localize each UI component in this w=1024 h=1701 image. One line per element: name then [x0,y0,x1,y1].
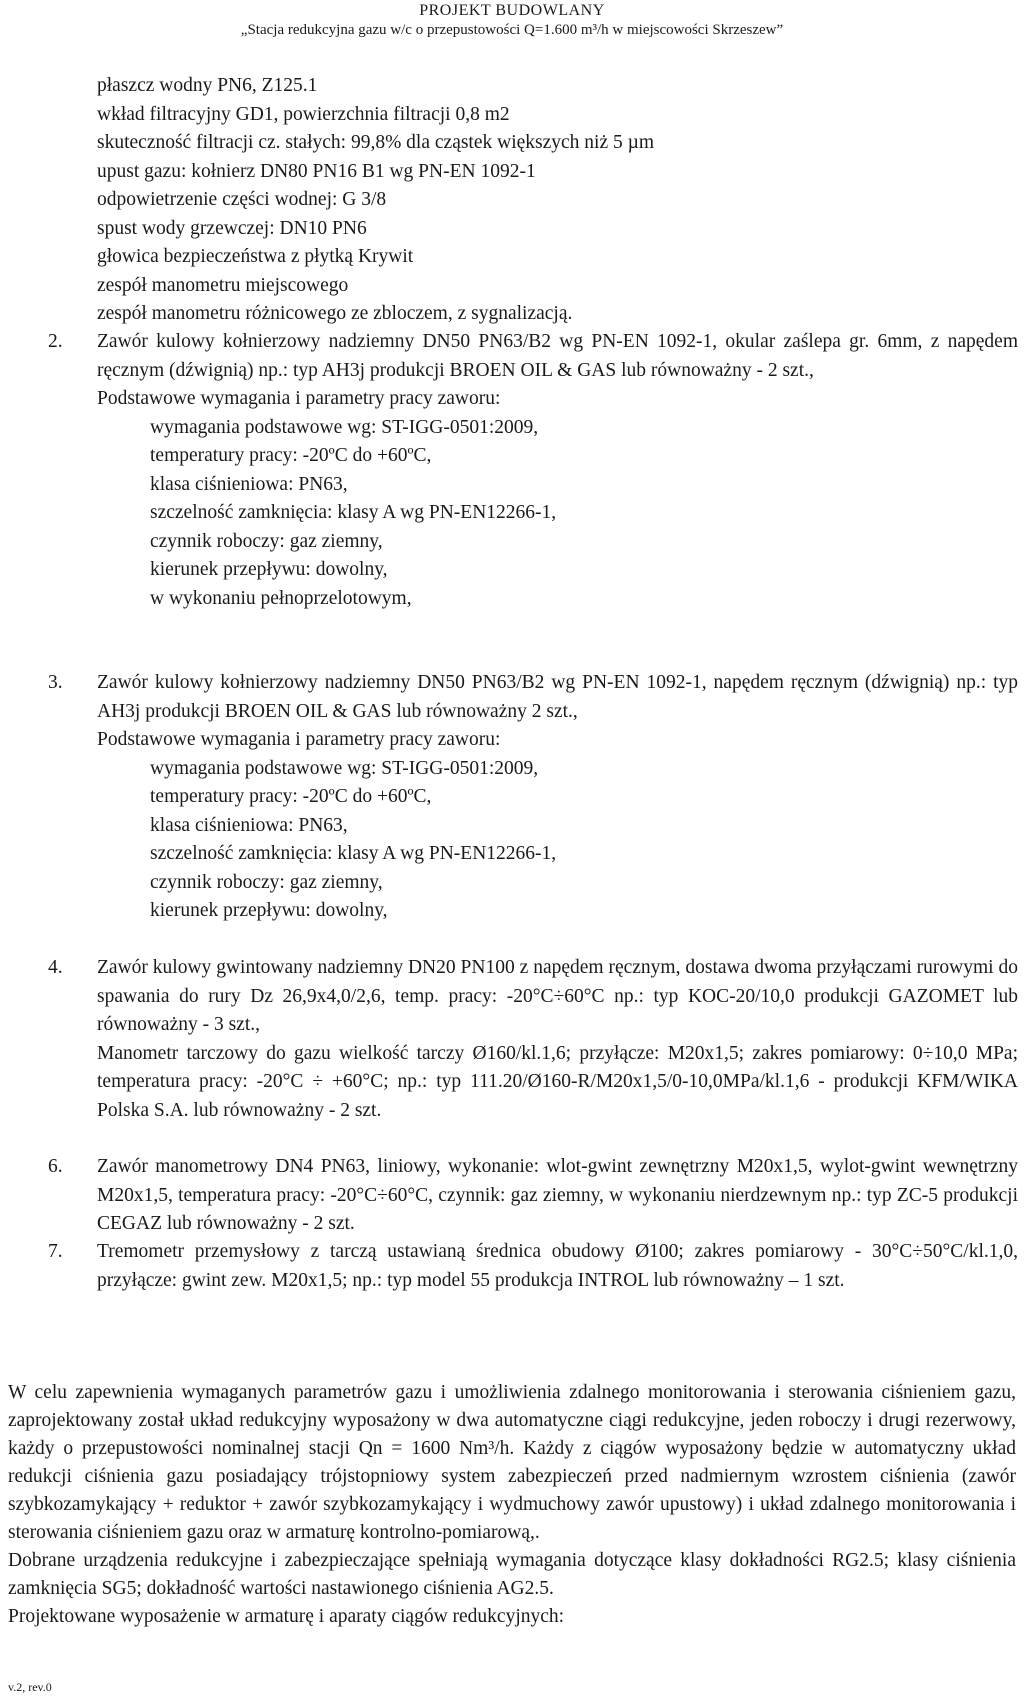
body-paragraph: Projektowane wyposażenie w armaturę i aparaty ciągów redukcyjnych: [8,1606,565,1627]
project-title: PROJEKT BUDOWLANY [419,2,605,19]
spec-line: zespół manometru miejscowego [97,274,349,296]
page-header [0,2,1024,40]
item-text: Zawór kulowy kołnierzowy nadziemny DN50 PN63/B2 wg PN-EN 1092-1, okular zaślepa gr. 6mm, z napędem ręcznym (dźwignią) np.: typ AH3j produkcji BROEN OIL & GAS lub równoważny - 2 szt., [97,331,1018,381]
item-number: 2. [48,331,63,352]
item-7 [48,1238,1018,1295]
spec-line: skuteczność filtracji cz. stałych: 99,8% dla cząstek większych niż 5 µm [97,132,655,153]
spec-line: wkład filtracyjny GD1, powierzchnia filtracji 0,8 m2 [97,103,510,125]
spec-line: odpowietrzenie części wodnej: G 3/8 [97,189,387,210]
param-line: czynnik roboczy: gaz ziemny, [150,530,383,552]
param-line: kierunek przepływu: dowolny, [150,559,388,580]
param-line: czynnik roboczy: gaz ziemny, [150,871,383,893]
param-line: szczelność zamknięcia: klasy A wg PN-EN12266-1, [150,502,557,523]
spec-line: zespół manometru różnicowego ze zbloczem, z sygnalizacją. [97,303,573,324]
manometer-text: Manometr tarczowy do gazu wielkość tarczy Ø160/kl.1,6; przyłącze: M20x1,5; zakres pomiarowy: 0÷10,0 MPa; temperatura pracy: -20°C ÷ +60°C; np.: typ 111.20/Ø160-R/M20x1,5/0-10,0MPa/kl.1,6 - produkcji KFM/WIKA Polska S.A. lub równoważny - 2 szt. [97,1042,1018,1121]
item-number: 3. [48,672,63,693]
param-line: temperatury pracy: -20ºC do +60ºC, [150,786,432,807]
version-footer: v.2, rev.0 [8,1680,52,1694]
body-paragraph: Dobrane urządzenia redukcyjne i zabezpieczające spełniają wymagania dotyczące klasy dokładności RG2.5; klasy ciśnienia zamknięcia SG5; dokładność wartości nastawionego ciśnienia AG2.5. [8,1550,1016,1599]
param-line: klasa ciśnieniowa: PN63, [150,814,348,836]
item-number: 6. [48,1156,63,1177]
item-number: 7. [48,1241,63,1262]
item-3 [48,669,1018,926]
param-line: wymagania podstawowe wg: ST-IGG-0501:2009, [150,757,539,779]
spec-line: płaszcz wodny PN6, Z125.1 [97,75,318,96]
param-line: klasa ciśnieniowa: PN63, [150,473,348,495]
project-subtitle: „Stacja redukcyjna gazu w/c o przepustowości Q=1.600 m³/h w miejscowości Skrzeszew” [240,22,784,38]
spec-line: upust gazu: kołnierz DN80 PN16 B1 wg PN-EN 1092-1 [97,160,536,182]
param-line: temperatury pracy: -20ºC do +60ºC, [150,445,432,466]
param-line: wymagania podstawowe wg: ST-IGG-0501:2009, [150,416,539,438]
param-line: w wykonaniu pełnoprzelotowym, [150,587,412,609]
item1-continuation [48,72,1018,329]
item-text: Zawór kulowy kołnierzowy nadziemny DN50 PN63/B2 wg PN-EN 1092-1, napędem ręcznym (dźwignią) np.: typ AH3j produkcji BROEN OIL & GAS lub równoważny 2 szt., [97,672,1018,722]
param-line: kierunek przepływu: dowolny, [150,900,388,921]
item-4 [48,954,1018,1125]
item-2 [48,328,1018,613]
item-text: Zawór manometrowy DN4 PN63, liniowy, wykonanie: wlot-gwint zewnętrzny M20x1,5, wylot-gwint wewnętrzny M20x1,5, temperatura pracy: -20°C÷60°C, czynnik: gaz ziemny, w wykonaniu nierdzewnym np.: typ ZC-5 produkcji CEGAZ lub równoważny - 2 szt. [97,1156,1018,1234]
params-heading: Podstawowe wymagania i parametry pracy zaworu: [97,729,501,750]
item-6 [48,1153,1018,1239]
item-number: 4. [48,957,63,978]
params-heading: Podstawowe wymagania i parametry pracy zaworu: [97,388,501,409]
body-paragraph: W celu zapewnienia wymaganych parametrów gazu i umożliwienia zdalnego monitorowania i sterowania ciśnieniem gazu, zaprojektowany został układ redukcyjny wyposażony w dwa automatyczne ciągi redukcyjne, jeden roboczy i drugi rezerwowy, każdy o przepustowości nominalnej stacji Qn = 1600 Nm³/h. Każdy z ciągów wyposażony będzie w automatyczny układ redukcji ciśnienia gazu posiadający trójstopniowy system zabezpieczeń przed nadmiernym wzrostem ciśnienia (zawór szybkozamykający + reduktor + zawór szybkozamykający i wydmuchowy zawór upustowy) i układ zdalnego monitorowania i sterowania ciśnieniem gazu oraz w armaturę kontrolno-pomiarową,. [8,1382,1016,1543]
spec-line: spust wody grzewczej: DN10 PN6 [97,217,367,239]
item-text: Zawór kulowy gwintowany nadziemny DN20 PN100 z napędem ręcznym, dostawa dwoma przyłączami rurowymi do spawania do rury Dz 26,9x4,0/2,6, temp. pracy: -20°C÷60°C np.: typ KOC-20/10,0 produkcji GAZOMET lub równoważny - 3 szt., [97,957,1018,1035]
param-line: szczelność zamknięcia: klasy A wg PN-EN12266-1, [150,843,557,864]
item-text: Tremometr przemysłowy z tarczą ustawianą średnica obudowy Ø100; zakres pomiarowy - 30°C÷50°C/kl.1,0, przyłącze: gwint zew. M20x1,5; np.: typ model 55 produkcja INTROL lub równoważny – 1 szt. [97,1241,1018,1291]
spec-line: głowica bezpieczeństwa z płytką Krywit [97,246,414,267]
